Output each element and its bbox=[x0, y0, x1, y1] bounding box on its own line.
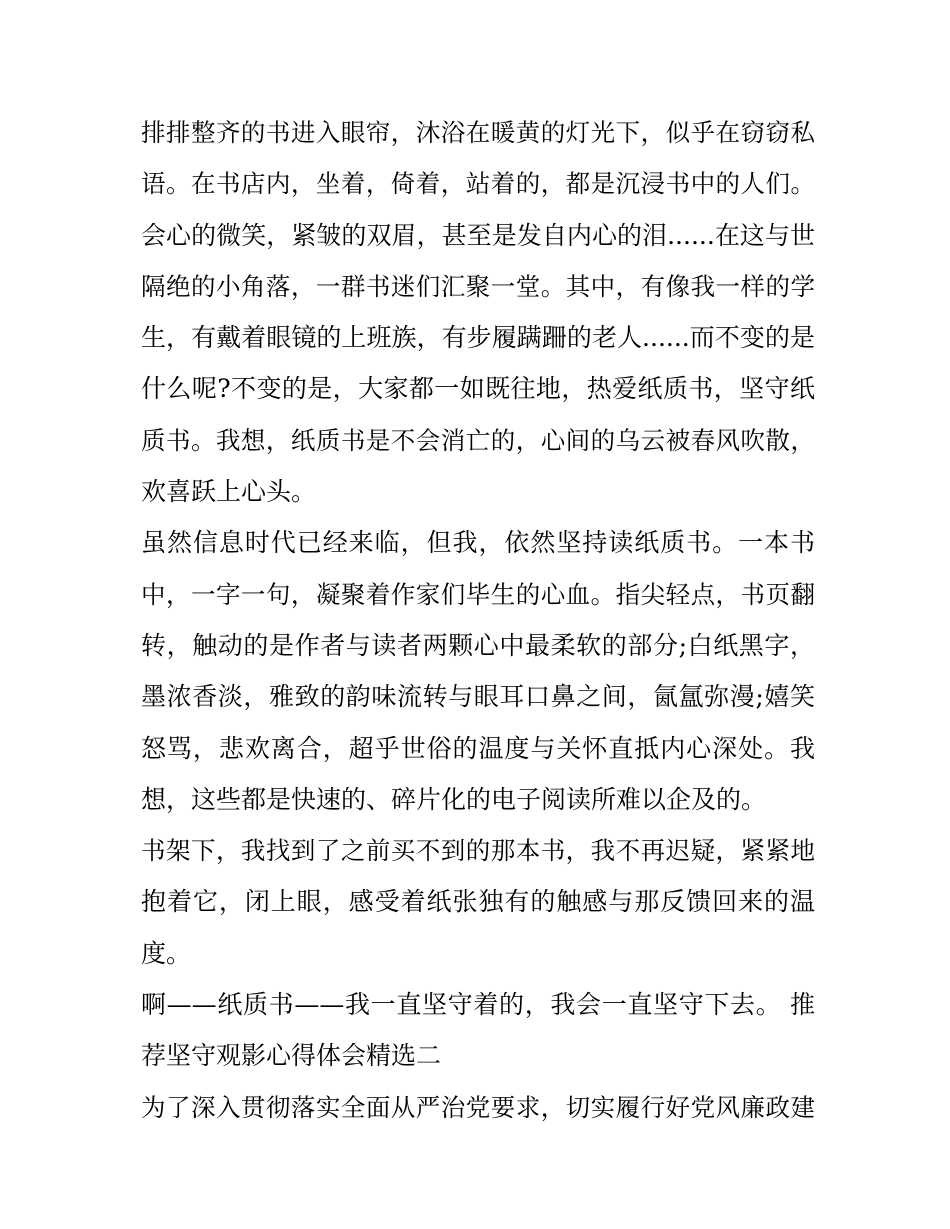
text-line: 隔绝的小角落，一群书迷们汇聚一堂。其中，有像我一样的学 bbox=[141, 271, 815, 301]
text-line: 怒骂，悲欢离合，超乎世俗的温度与关怀直抵内心深处。我 bbox=[141, 733, 815, 763]
text-line: 欢喜跃上心头。 bbox=[141, 477, 317, 507]
text-line: 会心的微笑，紧皱的双眉，甚至是发自内心的泪......在这与世 bbox=[141, 220, 815, 250]
text-line: 荐坚守观影心得体会精选二 bbox=[141, 1041, 442, 1071]
text-line: 想，这些都是快速的、碎片化的电子阅读所难以企及的。 bbox=[141, 784, 767, 814]
text-line: 啊——纸质书——我一直坚守着的，我会一直坚守下去。 推 bbox=[141, 990, 815, 1020]
text-line: 书架下，我找到了之前买不到的那本书，我不再迟疑，紧紧地 bbox=[141, 836, 815, 866]
text-line: 什么呢?不变的是，大家都一如既往地，热爱纸质书，坚守纸 bbox=[141, 374, 815, 404]
text-line: 转，触动的是作者与读者两颗心中最柔软的部分;白纸黑字， bbox=[141, 630, 815, 660]
text-line: 生，有戴着眼镜的上班族，有步履蹒跚的老人......而不变的是 bbox=[141, 323, 815, 353]
text-line: 度。 bbox=[141, 938, 192, 968]
text-line: 墨浓香淡，雅致的韵味流转与眼耳口鼻之间，氤氲弥漫;嬉笑 bbox=[141, 682, 815, 712]
text-line: 质书。我想，纸质书是不会消亡的，心间的乌云被春风吹散， bbox=[141, 425, 815, 455]
text-line: 虽然信息时代已经来临，但我，依然坚持读纸质书。一本书 bbox=[141, 528, 815, 558]
text-line: 中，一字一句，凝聚着作家们毕生的心血。指尖轻点，书页翻 bbox=[141, 579, 815, 609]
text-line: 抱着它，闭上眼，感受着纸张独有的触感与那反馈回来的温 bbox=[141, 887, 815, 917]
document-body bbox=[141, 107, 815, 1133]
text-line: 语。在书店内，坐着，倚着，站着的，都是沉浸书中的人们。 bbox=[141, 169, 815, 199]
text-line: 为了深入贯彻落实全面从严治党要求，切实履行好党风廉政建 bbox=[141, 1092, 815, 1122]
text-line: 排排整齐的书进入眼帘，沐浴在暖黄的灯光下，似乎在窃窃私 bbox=[141, 118, 815, 147]
